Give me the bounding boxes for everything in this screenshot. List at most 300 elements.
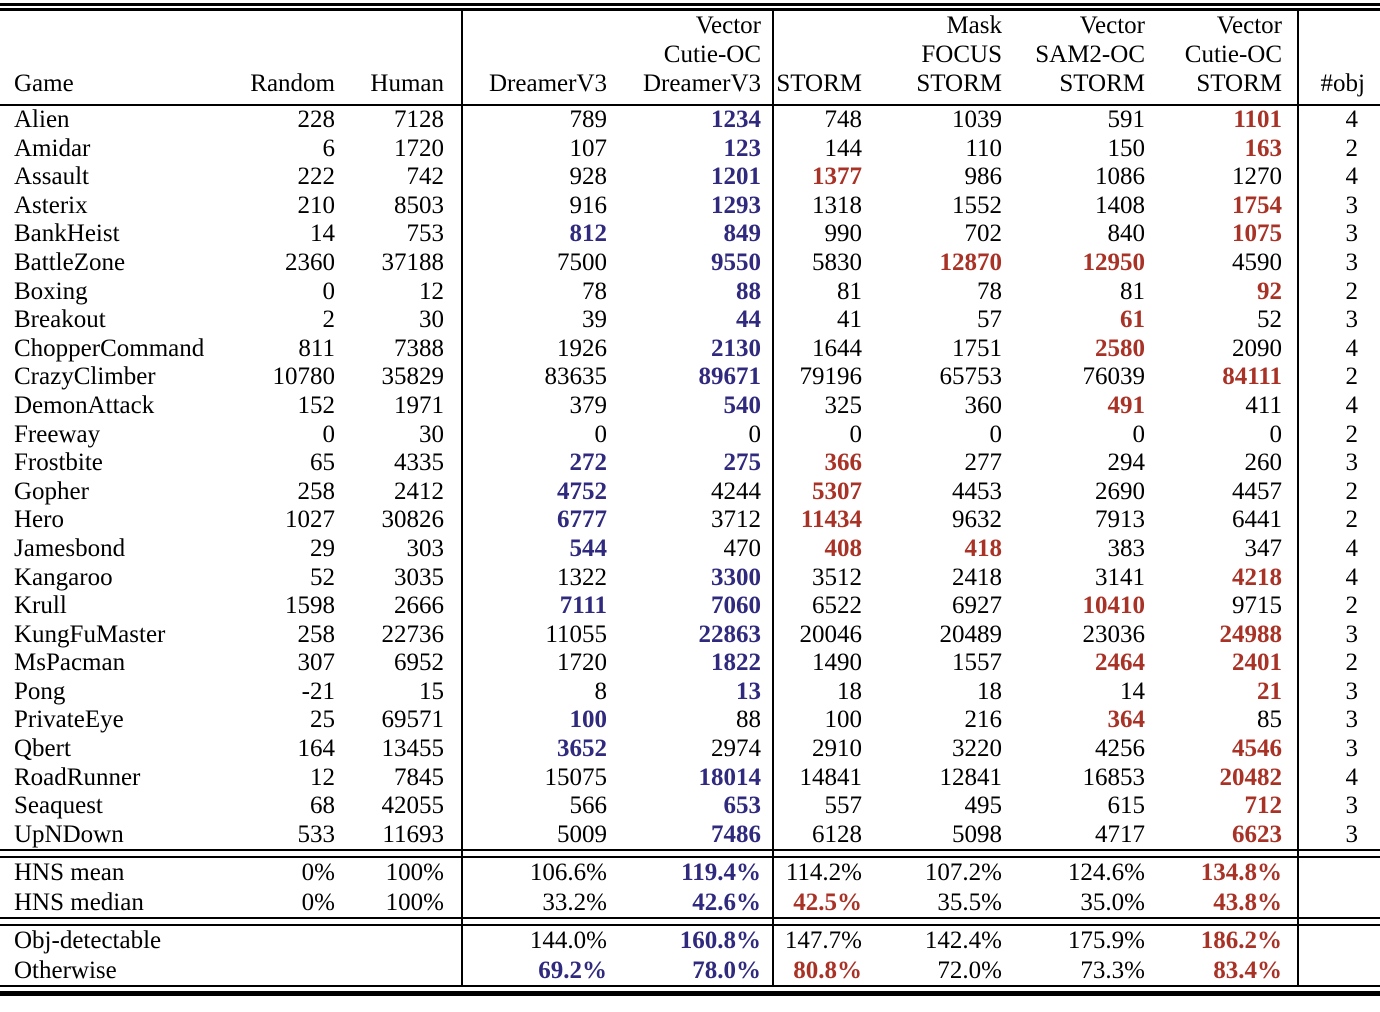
horizontal-rule-segment bbox=[862, 918, 1002, 925]
score-cell: 1971 bbox=[394, 391, 444, 419]
score-cell: 2401 bbox=[1232, 649, 1282, 677]
score-cell: 0 bbox=[322, 277, 335, 305]
score-cell: 39 bbox=[462, 306, 607, 335]
col-header-vector-cutie-oc-storm bbox=[1145, 10, 1298, 106]
table-row bbox=[0, 478, 1380, 507]
score-cell: 0% bbox=[301, 859, 335, 887]
score-cell: 80.8% bbox=[773, 956, 862, 987]
horizontal-rule-segment bbox=[462, 918, 607, 925]
score-cell: 106.6% bbox=[462, 857, 607, 888]
table-row bbox=[0, 220, 1380, 249]
score-cell: 84111 bbox=[1222, 363, 1282, 391]
table-row bbox=[0, 535, 1380, 564]
horizontal-rule-segment bbox=[607, 918, 773, 925]
score-cell: 1234 bbox=[711, 106, 761, 133]
score-cell: 6 bbox=[322, 134, 335, 162]
score-cell: 78 bbox=[977, 277, 1002, 305]
row-label-cell: Amidar bbox=[14, 134, 91, 162]
obj-count-cell: 3 bbox=[1298, 792, 1380, 821]
score-cell: 16853 bbox=[1082, 763, 1145, 791]
col-header-line: #obj bbox=[1320, 70, 1365, 97]
score-cell: 44 bbox=[736, 306, 761, 334]
score-cell: 615 bbox=[1107, 792, 1145, 820]
horizontal-rule-segment bbox=[0, 986, 240, 994]
horizontal-rule-segment bbox=[462, 850, 607, 857]
score-cell: 163 bbox=[1244, 134, 1282, 162]
score-cell: 30 bbox=[419, 420, 444, 448]
score-cell: 100% bbox=[385, 888, 444, 916]
row-label-cell: Frostbite bbox=[14, 449, 103, 477]
table-row bbox=[0, 192, 1380, 221]
score-cell: 470 bbox=[723, 534, 761, 562]
obj-count-cell: 3 bbox=[1298, 735, 1380, 764]
table-row bbox=[0, 335, 1380, 364]
score-cell: 0% bbox=[301, 888, 335, 916]
score-cell: 4218 bbox=[1232, 563, 1282, 591]
score-cell: 18 bbox=[977, 677, 1002, 705]
obj-count-cell: 4 bbox=[1298, 392, 1380, 421]
score-cell: 4457 bbox=[1232, 477, 1282, 505]
score-cell: 364 bbox=[1107, 706, 1145, 734]
score-cell: 35829 bbox=[381, 363, 444, 391]
table-row bbox=[0, 564, 1380, 593]
score-cell: 144 bbox=[773, 135, 862, 164]
score-cell: 557 bbox=[773, 792, 862, 821]
score-cell: 916 bbox=[462, 192, 607, 221]
score-cell: 5307 bbox=[773, 478, 862, 507]
score-cell: 37188 bbox=[381, 248, 444, 276]
score-cell: 30 bbox=[419, 306, 444, 334]
score-cell: 186.2% bbox=[1200, 927, 1282, 955]
col-header-line: Vector bbox=[1079, 12, 1145, 39]
section-double-rule bbox=[0, 918, 1380, 925]
row-label-cell: Qbert bbox=[14, 735, 71, 763]
score-cell: 11055 bbox=[462, 621, 607, 650]
score-cell: 3512 bbox=[773, 564, 862, 593]
score-cell: 986 bbox=[964, 163, 1002, 191]
score-cell: 1490 bbox=[773, 649, 862, 678]
horizontal-rule-segment bbox=[773, 918, 862, 925]
summary-row bbox=[0, 857, 1380, 888]
score-cell: 1322 bbox=[462, 564, 607, 593]
score-cell: 35.5% bbox=[937, 888, 1002, 916]
score-cell: 307 bbox=[297, 649, 335, 677]
horizontal-rule-segment bbox=[240, 986, 335, 994]
table-row bbox=[0, 392, 1380, 421]
score-cell: 0 bbox=[773, 421, 862, 450]
col-header-storm bbox=[773, 10, 862, 106]
score-cell: 21 bbox=[1257, 677, 1282, 705]
score-cell: 144.0% bbox=[462, 925, 607, 956]
score-cell: 2418 bbox=[952, 563, 1002, 591]
score-cell: 272 bbox=[462, 449, 607, 478]
row-label-cell: ChopperCommand bbox=[14, 334, 205, 362]
score-cell: 41 bbox=[773, 306, 862, 335]
horizontal-rule-segment bbox=[462, 986, 607, 994]
horizontal-rule-segment bbox=[862, 986, 1002, 994]
score-cell: 258 bbox=[297, 620, 335, 648]
score-cell: 2 bbox=[322, 306, 335, 334]
score-cell: 119.4% bbox=[681, 859, 761, 887]
score-cell: 14841 bbox=[773, 764, 862, 793]
col-header-vector-sam2-oc-storm bbox=[1002, 10, 1145, 106]
score-cell: 100 bbox=[462, 706, 607, 735]
col-header-mask-focus-storm bbox=[862, 10, 1002, 106]
score-cell: 15 bbox=[419, 677, 444, 705]
score-cell: 107.2% bbox=[924, 859, 1002, 887]
col-header-line: Game bbox=[14, 70, 74, 97]
score-cell: 7845 bbox=[394, 763, 444, 791]
row-label-cell: Breakout bbox=[14, 306, 106, 334]
results-table bbox=[0, 3, 1380, 996]
score-cell: 10780 bbox=[272, 363, 335, 391]
score-cell: 61 bbox=[1120, 306, 1145, 334]
score-cell: 0 bbox=[1269, 420, 1282, 448]
obj-count-cell: 4 bbox=[1298, 105, 1380, 135]
score-cell: 2974 bbox=[711, 735, 761, 763]
obj-count-cell: 2 bbox=[1298, 363, 1380, 392]
score-cell: 1270 bbox=[1232, 163, 1282, 191]
score-cell: 6522 bbox=[773, 592, 862, 621]
score-cell: 7388 bbox=[394, 334, 444, 362]
score-cell bbox=[335, 925, 462, 956]
col-header-line: STORM bbox=[1196, 70, 1282, 97]
score-cell: 134.8% bbox=[1200, 859, 1282, 887]
score-cell: 753 bbox=[406, 220, 444, 248]
score-cell: 3141 bbox=[1095, 563, 1145, 591]
obj-count-cell: 3 bbox=[1298, 192, 1380, 221]
score-cell: 3652 bbox=[462, 735, 607, 764]
table-row bbox=[0, 421, 1380, 450]
score-cell: 491 bbox=[1107, 391, 1145, 419]
score-cell: 79196 bbox=[773, 363, 862, 392]
obj-count-cell: 3 bbox=[1298, 821, 1380, 851]
score-cell: 7500 bbox=[462, 249, 607, 278]
col-header-line: Cutie-OC bbox=[1184, 41, 1282, 68]
row-label-cell: Seaquest bbox=[14, 792, 103, 820]
score-cell: 712 bbox=[1244, 792, 1282, 820]
score-cell: 1720 bbox=[462, 649, 607, 678]
bottom-rule bbox=[0, 986, 1380, 994]
horizontal-rule-segment bbox=[607, 850, 773, 857]
col-header-line: Random bbox=[250, 70, 335, 97]
score-cell: 18014 bbox=[698, 763, 761, 791]
score-cell: 4335 bbox=[394, 449, 444, 477]
score-cell: 69571 bbox=[381, 706, 444, 734]
score-cell: 653 bbox=[723, 792, 761, 820]
score-cell: 4752 bbox=[462, 478, 607, 507]
table-row bbox=[0, 764, 1380, 793]
obj-count-cell: 2 bbox=[1298, 278, 1380, 307]
obj-count-cell: 2 bbox=[1298, 421, 1380, 450]
score-cell: 2910 bbox=[773, 735, 862, 764]
obj-count-cell: 2 bbox=[1298, 135, 1380, 164]
score-cell: 12 bbox=[310, 763, 335, 791]
row-label-cell: CrazyClimber bbox=[14, 363, 156, 391]
table-row bbox=[0, 163, 1380, 192]
table-row bbox=[0, 735, 1380, 764]
score-cell: 5009 bbox=[462, 821, 607, 851]
score-cell: 23036 bbox=[1082, 620, 1145, 648]
score-cell: 57 bbox=[977, 306, 1002, 334]
score-cell: 6777 bbox=[462, 506, 607, 535]
score-cell: 88 bbox=[736, 277, 761, 305]
obj-count-cell: 4 bbox=[1298, 335, 1380, 364]
score-cell: 78.0% bbox=[692, 956, 761, 984]
horizontal-rule-segment bbox=[0, 850, 240, 857]
score-cell: 85 bbox=[1257, 706, 1282, 734]
score-cell: 2130 bbox=[711, 334, 761, 362]
score-cell: 303 bbox=[406, 534, 444, 562]
row-label-cell: UpNDown bbox=[14, 820, 124, 848]
score-cell: 2090 bbox=[1232, 334, 1282, 362]
table-row bbox=[0, 592, 1380, 621]
score-cell: 14 bbox=[310, 220, 335, 248]
score-cell: 533 bbox=[297, 820, 335, 848]
score-cell: 2464 bbox=[1095, 649, 1145, 677]
score-cell: 14 bbox=[1120, 677, 1145, 705]
header-row bbox=[0, 10, 1380, 106]
row-label-cell: Kangaroo bbox=[14, 563, 113, 591]
score-cell: 216 bbox=[964, 706, 1002, 734]
score-cell: 5830 bbox=[773, 249, 862, 278]
score-cell: 7060 bbox=[711, 592, 761, 620]
score-cell: 2666 bbox=[394, 592, 444, 620]
obj-count-cell bbox=[1298, 888, 1380, 919]
score-cell: 4717 bbox=[1095, 820, 1145, 848]
score-cell: 544 bbox=[462, 535, 607, 564]
score-cell: 2580 bbox=[1095, 334, 1145, 362]
score-cell: 411 bbox=[1245, 391, 1282, 419]
horizontal-rule-segment bbox=[1002, 986, 1145, 994]
score-cell: 124.6% bbox=[1067, 859, 1145, 887]
score-cell: 1751 bbox=[952, 334, 1002, 362]
score-cell: 1822 bbox=[711, 649, 761, 677]
score-cell: 52 bbox=[1257, 306, 1282, 334]
score-cell: 228 bbox=[297, 106, 335, 133]
score-cell: -21 bbox=[301, 677, 335, 705]
table-row bbox=[0, 249, 1380, 278]
score-cell: 123 bbox=[723, 134, 761, 162]
score-cell: 73.3% bbox=[1080, 956, 1145, 984]
score-cell: 68 bbox=[310, 792, 335, 820]
score-cell: 1644 bbox=[773, 335, 862, 364]
table-row bbox=[0, 706, 1380, 735]
col-header-line: Mask bbox=[946, 12, 1002, 39]
score-cell: 8503 bbox=[394, 191, 444, 219]
table-row bbox=[0, 105, 1380, 135]
score-cell: 35.0% bbox=[1080, 888, 1145, 916]
score-cell: 2360 bbox=[285, 248, 335, 276]
score-cell: 7486 bbox=[711, 820, 761, 848]
score-cell: 42.5% bbox=[773, 888, 862, 919]
score-cell: 379 bbox=[462, 392, 607, 421]
score-cell: 325 bbox=[773, 392, 862, 421]
obj-count-cell: 4 bbox=[1298, 535, 1380, 564]
score-cell: 11693 bbox=[382, 820, 444, 848]
summary-row bbox=[0, 925, 1380, 956]
horizontal-rule-segment bbox=[862, 850, 1002, 857]
obj-count-cell bbox=[1298, 857, 1380, 888]
score-cell: 12950 bbox=[1082, 248, 1145, 276]
score-cell: 210 bbox=[297, 191, 335, 219]
score-cell: 294 bbox=[1107, 449, 1145, 477]
row-label-cell: RoadRunner bbox=[14, 763, 141, 791]
score-cell: 13455 bbox=[381, 735, 444, 763]
score-cell: 258 bbox=[297, 477, 335, 505]
score-cell: 9715 bbox=[1232, 592, 1282, 620]
score-cell: 12870 bbox=[939, 248, 1002, 276]
col-header-line: Human bbox=[370, 70, 444, 97]
score-cell: 1552 bbox=[952, 191, 1002, 219]
score-cell: 928 bbox=[462, 163, 607, 192]
obj-count-cell: 3 bbox=[1298, 678, 1380, 707]
score-cell: 18 bbox=[773, 678, 862, 707]
row-label-cell: Alien bbox=[14, 106, 70, 133]
score-cell: 591 bbox=[1107, 106, 1145, 133]
horizontal-rule-segment bbox=[607, 986, 773, 994]
score-cell: 107 bbox=[462, 135, 607, 164]
score-cell bbox=[335, 956, 462, 987]
horizontal-rule-segment bbox=[1145, 850, 1298, 857]
score-cell: 13 bbox=[736, 677, 761, 705]
score-cell: 83.4% bbox=[1213, 956, 1282, 984]
col-header-line: FOCUS bbox=[921, 41, 1002, 68]
row-label-cell: Pong bbox=[14, 677, 66, 705]
score-cell: 3300 bbox=[711, 563, 761, 591]
col-header-line: STORM bbox=[776, 70, 862, 97]
obj-count-cell bbox=[1298, 925, 1380, 956]
score-cell: 811 bbox=[298, 334, 335, 362]
score-cell: 65753 bbox=[939, 363, 1002, 391]
score-cell: 0 bbox=[989, 420, 1002, 448]
score-cell: 78 bbox=[462, 278, 607, 307]
score-cell: 1598 bbox=[285, 592, 335, 620]
score-cell: 3220 bbox=[952, 735, 1002, 763]
row-label-cell: Jamesbond bbox=[14, 534, 126, 562]
table-row bbox=[0, 678, 1380, 707]
score-cell: 277 bbox=[964, 449, 1002, 477]
col-header-line: DreamerV3 bbox=[643, 70, 761, 97]
row-label-cell: BankHeist bbox=[14, 220, 120, 248]
score-cell: 42055 bbox=[381, 792, 444, 820]
table-row bbox=[0, 278, 1380, 307]
horizontal-rule-segment bbox=[773, 986, 862, 994]
col-header-dreamerv3 bbox=[462, 10, 607, 106]
score-cell: 9632 bbox=[952, 506, 1002, 534]
score-cell: 260 bbox=[1244, 449, 1282, 477]
row-label-cell: Assault bbox=[14, 163, 89, 191]
col-header-line: Vector bbox=[695, 12, 761, 39]
obj-count-cell: 3 bbox=[1298, 449, 1380, 478]
score-cell: 100% bbox=[385, 859, 444, 887]
score-cell: 20046 bbox=[773, 621, 862, 650]
score-cell: 408 bbox=[773, 535, 862, 564]
score-cell: 1926 bbox=[462, 335, 607, 364]
col-header-line: SAM2-OC bbox=[1035, 41, 1145, 68]
horizontal-rule-segment bbox=[240, 918, 335, 925]
score-cell: 30826 bbox=[381, 506, 444, 534]
table-row bbox=[0, 621, 1380, 650]
horizontal-rule-segment bbox=[240, 850, 335, 857]
score-cell: 347 bbox=[1244, 534, 1282, 562]
score-cell: 366 bbox=[773, 449, 862, 478]
row-label-cell: Hero bbox=[14, 506, 64, 534]
score-cell: 0 bbox=[322, 420, 335, 448]
obj-count-cell bbox=[1298, 956, 1380, 987]
score-cell: 6623 bbox=[1232, 820, 1282, 848]
score-cell: 69.2% bbox=[462, 956, 607, 987]
col-header-random bbox=[240, 10, 335, 106]
score-cell: 789 bbox=[462, 105, 607, 135]
score-cell: 1101 bbox=[1233, 106, 1282, 133]
score-cell: 0 bbox=[462, 421, 607, 450]
row-label-cell: PrivateEye bbox=[14, 706, 124, 734]
score-cell: 12 bbox=[419, 277, 444, 305]
score-cell: 100 bbox=[773, 706, 862, 735]
score-cell: 1557 bbox=[952, 649, 1002, 677]
score-cell bbox=[240, 956, 335, 987]
horizontal-rule-segment bbox=[335, 986, 462, 994]
table-row bbox=[0, 506, 1380, 535]
score-cell: 5098 bbox=[952, 820, 1002, 848]
score-cell: 1075 bbox=[1232, 220, 1282, 248]
score-cell: 1293 bbox=[711, 191, 761, 219]
score-cell: 43.8% bbox=[1213, 888, 1282, 916]
col-header-num-obj bbox=[1298, 10, 1380, 106]
score-cell bbox=[240, 925, 335, 956]
score-cell: 114.2% bbox=[773, 857, 862, 888]
col-header-line: STORM bbox=[916, 70, 1002, 97]
table-row bbox=[0, 449, 1380, 478]
score-cell: 10410 bbox=[1082, 592, 1145, 620]
score-cell: 12841 bbox=[939, 763, 1002, 791]
row-label-cell: Freeway bbox=[14, 420, 101, 448]
horizontal-rule-segment bbox=[1298, 850, 1380, 857]
row-label-cell: HNS mean bbox=[14, 859, 125, 887]
summary-row bbox=[0, 956, 1380, 987]
col-header-line: Vector bbox=[1216, 12, 1282, 39]
score-cell: 33.2% bbox=[462, 888, 607, 919]
score-cell: 20482 bbox=[1219, 763, 1282, 791]
score-cell: 1086 bbox=[1095, 163, 1145, 191]
row-label-cell: Otherwise bbox=[14, 956, 117, 984]
table-row bbox=[0, 792, 1380, 821]
score-cell: 360 bbox=[964, 391, 1002, 419]
score-cell: 418 bbox=[964, 534, 1002, 562]
score-cell: 7913 bbox=[1095, 506, 1145, 534]
col-header-line: Cutie-OC bbox=[663, 41, 761, 68]
score-cell: 849 bbox=[723, 220, 761, 248]
score-cell: 164 bbox=[297, 735, 335, 763]
score-cell: 383 bbox=[1107, 534, 1145, 562]
summary-row bbox=[0, 888, 1380, 919]
score-cell: 2412 bbox=[394, 477, 444, 505]
obj-count-cell: 2 bbox=[1298, 478, 1380, 507]
horizontal-rule-segment bbox=[335, 918, 462, 925]
score-cell: 81 bbox=[1120, 277, 1145, 305]
score-cell: 142.4% bbox=[924, 927, 1002, 955]
score-cell: 495 bbox=[964, 792, 1002, 820]
table-row bbox=[0, 821, 1380, 851]
obj-count-cell: 3 bbox=[1298, 306, 1380, 335]
score-cell: 15075 bbox=[462, 764, 607, 793]
score-cell: 1318 bbox=[773, 192, 862, 221]
score-cell: 72.0% bbox=[937, 956, 1002, 984]
row-label-cell: Boxing bbox=[14, 277, 88, 305]
score-cell: 92 bbox=[1257, 277, 1282, 305]
score-cell: 6927 bbox=[952, 592, 1002, 620]
